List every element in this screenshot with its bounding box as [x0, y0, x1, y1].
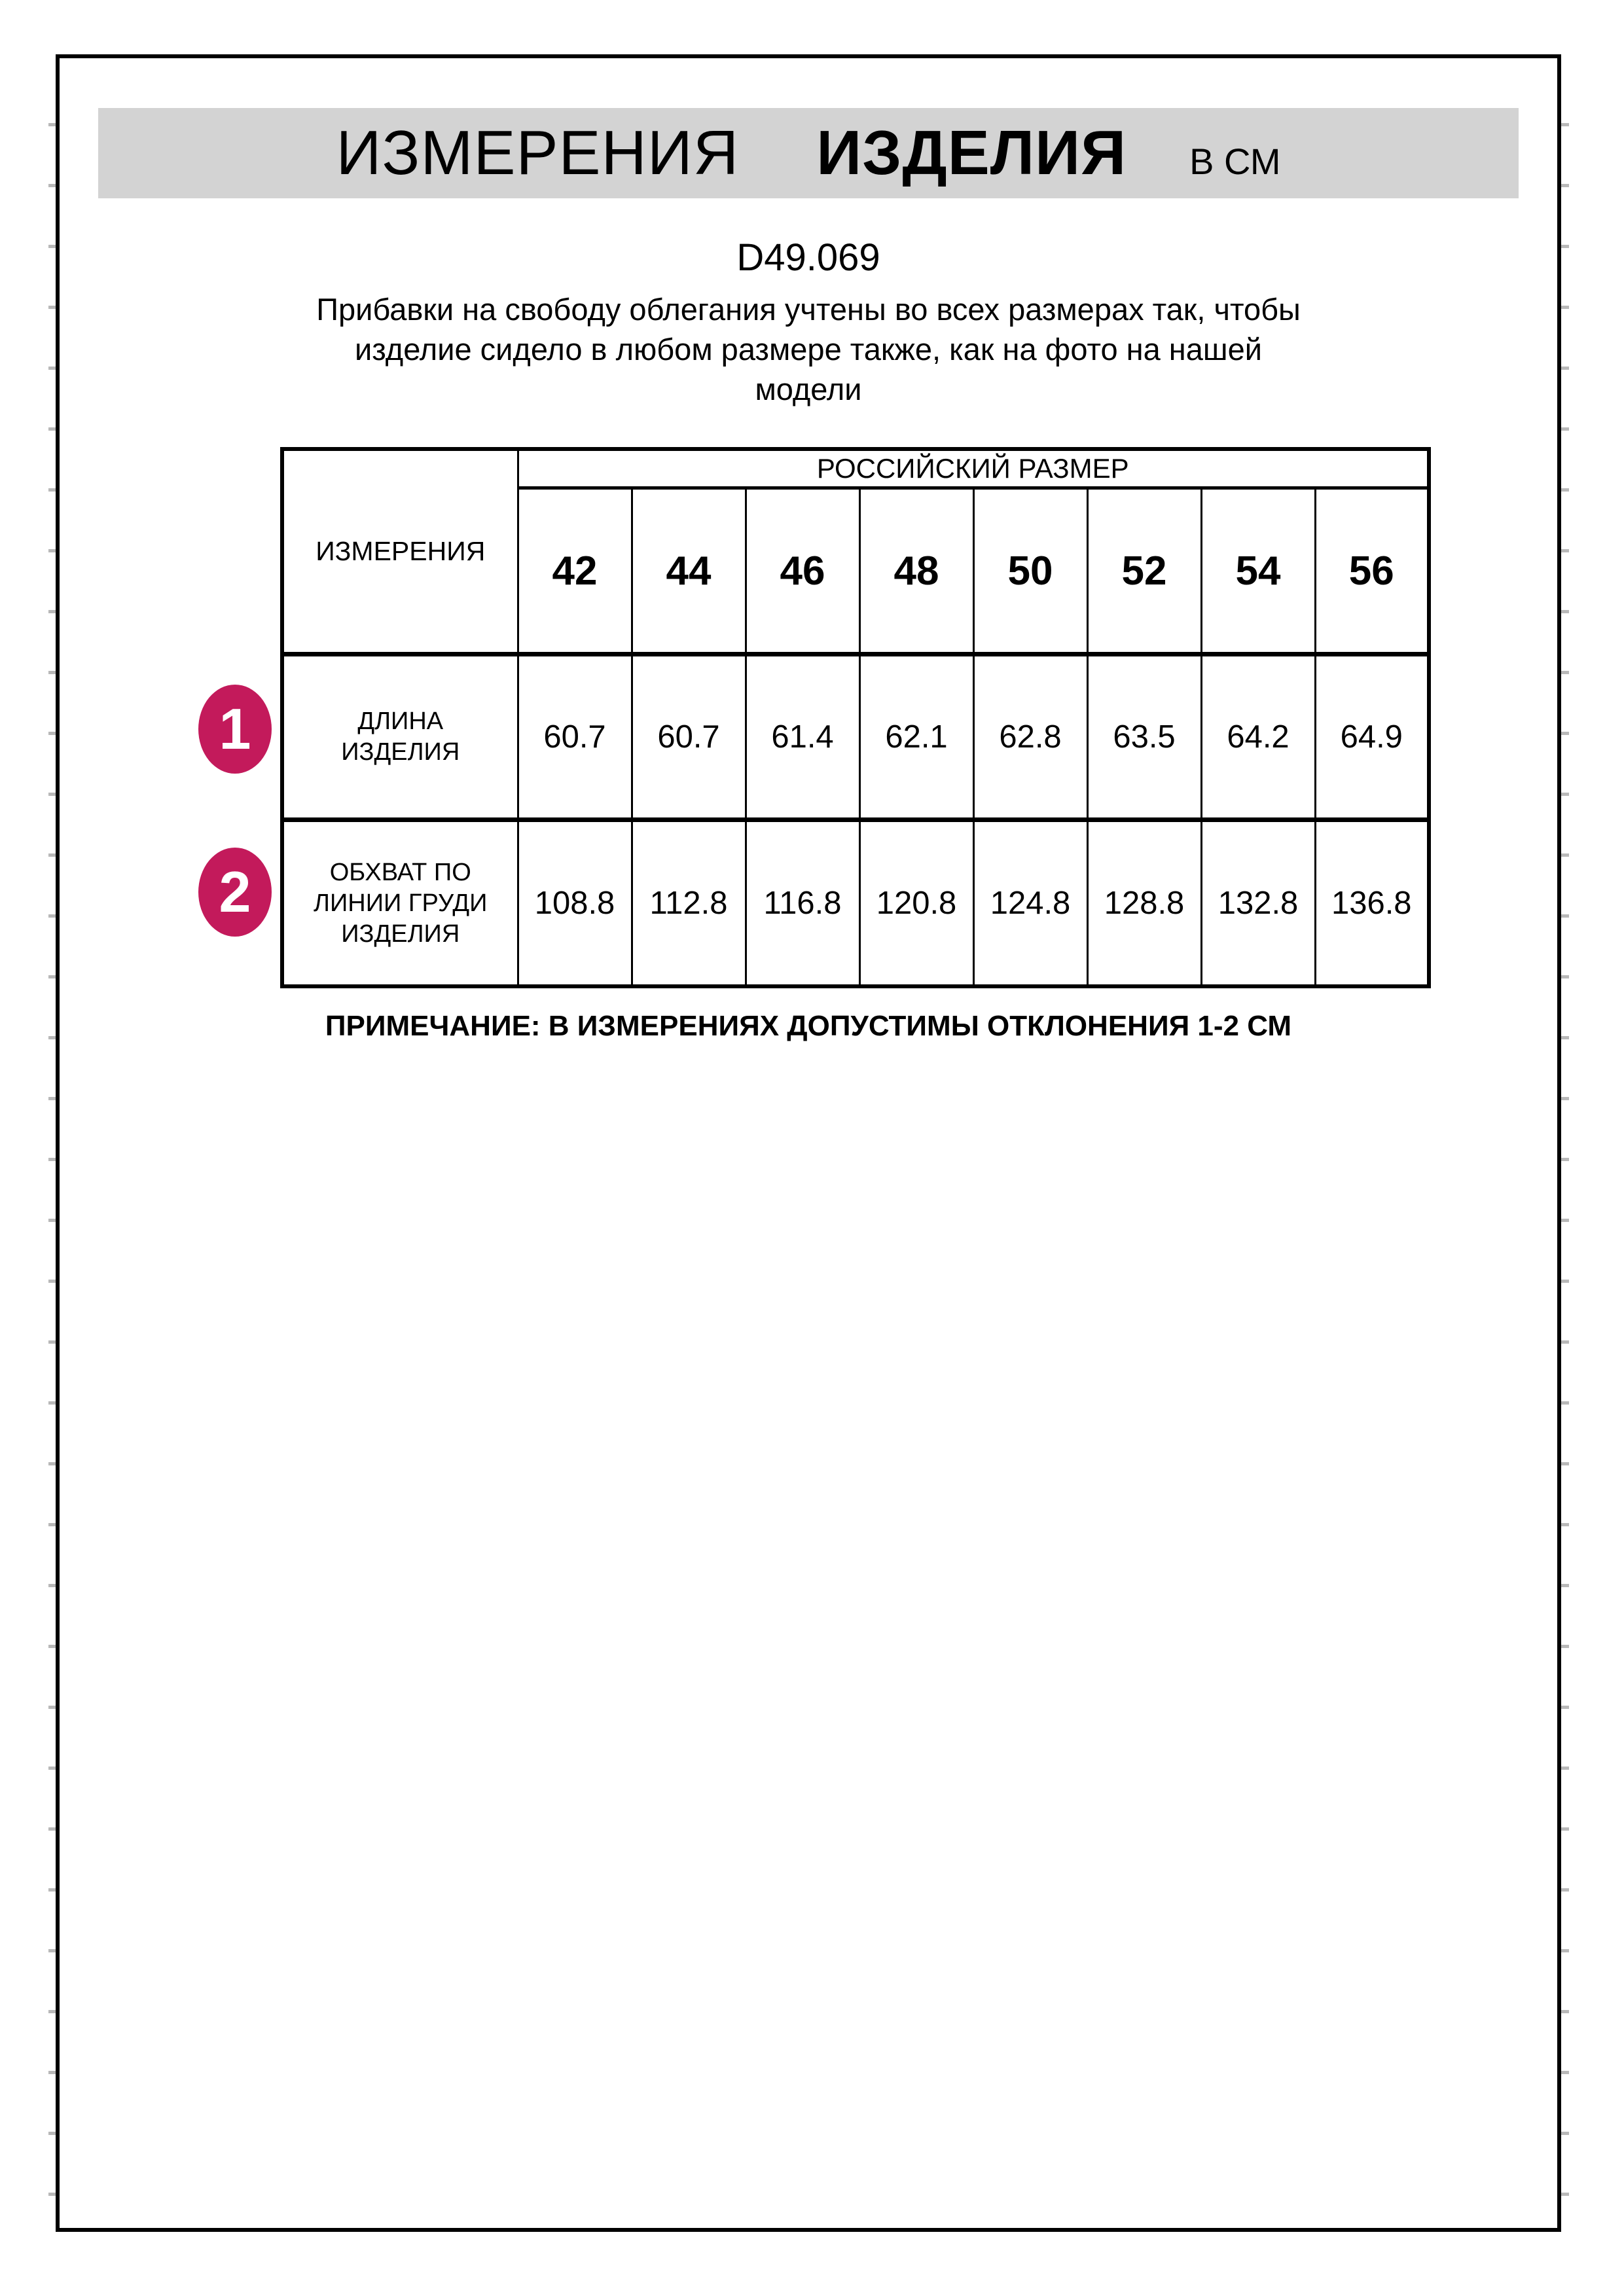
value-cell: 128.8 — [1087, 820, 1201, 987]
right-edge-tick-marks — [1561, 65, 1569, 2219]
table-row-chest — [282, 820, 1429, 987]
value-cell: 116.8 — [746, 820, 859, 987]
row-label-line: ИЗДЕЛИЯ — [341, 920, 460, 948]
size-column-header: 52 — [1087, 488, 1201, 655]
value-cell: 124.8 — [973, 820, 1087, 987]
table-row-length — [282, 655, 1429, 820]
row-label-line: ДЛИНА — [357, 708, 444, 735]
subtitle — [98, 289, 1519, 409]
size-table — [280, 447, 1431, 988]
size-column-header: 42 — [518, 488, 632, 655]
size-column-header: 44 — [632, 488, 746, 655]
value-cell: 62.1 — [859, 655, 973, 820]
subtitle-line: модели — [755, 372, 862, 406]
title-units: В СМ — [1189, 141, 1281, 182]
page-title — [336, 108, 1281, 217]
size-group-header: РОССИЙСКИЙ РАЗМЕР — [518, 449, 1429, 488]
size-column-header: 48 — [859, 488, 973, 655]
size-column-header: 50 — [973, 488, 1087, 655]
subtitle-line: Прибавки на свободу облегания учтены во всех размерах так, чтобы — [316, 292, 1301, 327]
value-cell: 120.8 — [859, 820, 973, 987]
value-cell: 60.7 — [632, 655, 746, 820]
row-label — [282, 820, 518, 987]
product-code: D49.069 — [736, 236, 880, 279]
value-cell: 63.5 — [1087, 655, 1201, 820]
note: ПРИМЕЧАНИЕ: В ИЗМЕРЕНИЯХ ДОПУСТИМЫ ОТКЛОНЕНИЯ 1-2 СМ — [325, 1010, 1292, 1042]
left-edge-tick-marks — [48, 65, 57, 2219]
row-label-line: ИЗДЕЛИЯ — [341, 738, 460, 766]
size-column-header: 46 — [746, 488, 859, 655]
row-marker-2 — [198, 848, 272, 937]
size-column-header: 54 — [1201, 488, 1315, 655]
value-cell: 62.8 — [973, 655, 1087, 820]
value-cell: 108.8 — [518, 820, 632, 987]
value-cell: 64.2 — [1201, 655, 1315, 820]
marker-number: 1 — [219, 696, 251, 761]
measurements-column-header: ИЗМЕРЕНИЯ — [282, 449, 518, 655]
value-cell: 136.8 — [1315, 820, 1429, 987]
table-group-header-row — [282, 449, 1429, 488]
value-cell: 112.8 — [632, 820, 746, 987]
row-marker-1 — [198, 685, 272, 774]
size-column-header: 56 — [1315, 488, 1429, 655]
subtitle-line: изделие сидело в любом размере также, как на фото на нашей — [355, 332, 1262, 367]
title-bar — [98, 108, 1519, 198]
value-cell: 132.8 — [1201, 820, 1315, 987]
row-label-line: ОБХВАТ ПО — [329, 858, 471, 886]
title-measurements: ИЗМЕРЕНИЯ — [336, 118, 740, 188]
title-product: ИЗДЕЛИЯ — [816, 118, 1127, 188]
marker-number: 2 — [219, 859, 251, 924]
value-cell: 60.7 — [518, 655, 632, 820]
row-label-line: ЛИНИИ ГРУДИ — [314, 889, 488, 917]
row-label — [282, 655, 518, 820]
value-cell: 64.9 — [1315, 655, 1429, 820]
value-cell: 61.4 — [746, 655, 859, 820]
